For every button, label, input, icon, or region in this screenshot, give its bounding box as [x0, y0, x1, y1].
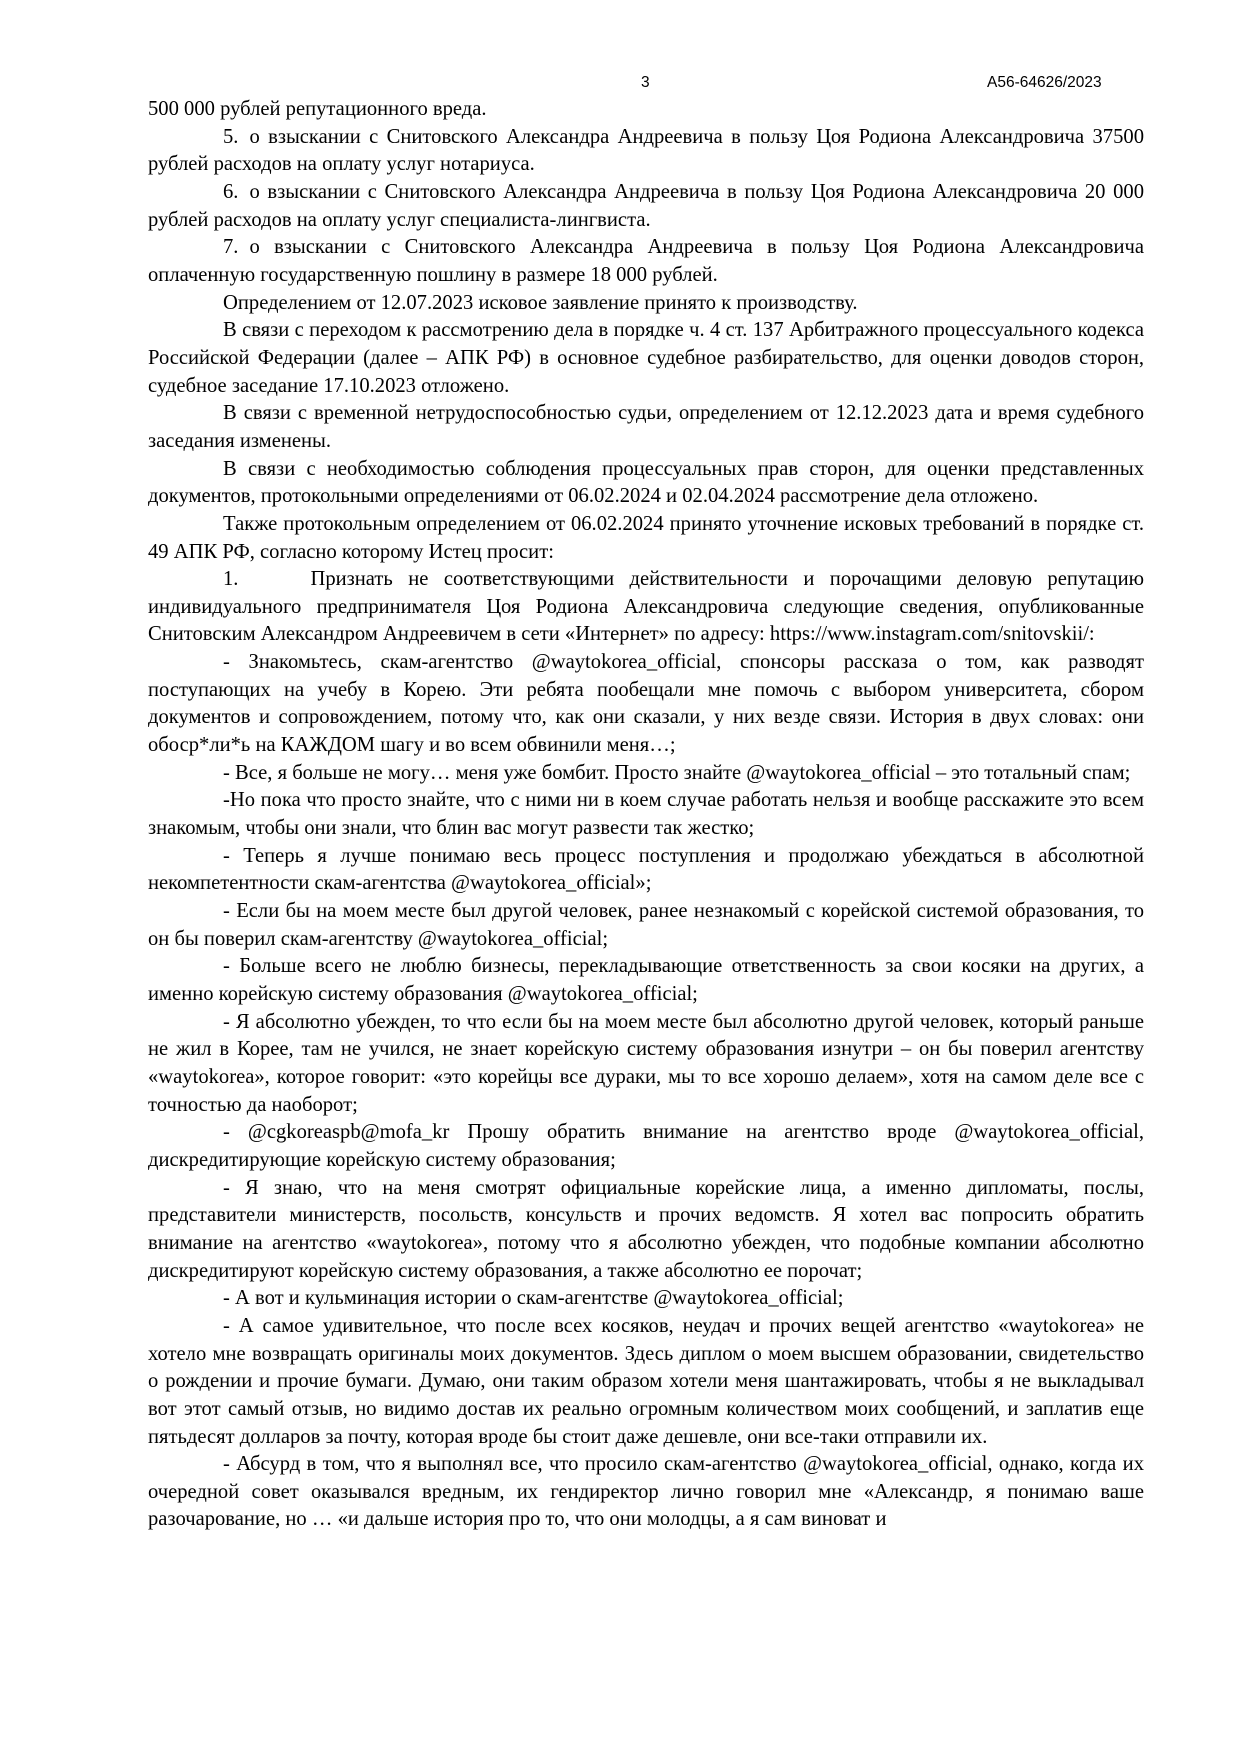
item-number: 6.	[223, 180, 239, 203]
paragraph-text: -Но пока что просто знайте, что с ними ни в коем случае работать нельзя и вообще расскажите это всем знакомым, чтобы они знали, что блин вас могут развести так жестко;	[148, 789, 1144, 840]
quote-paragraph	[148, 760, 1144, 788]
paragraph-text: о взыскании с Снитовского Александра Андреевича в пользу Цоя Родиона Александровича 20 000 рублей расходов на оплату услуг специалиста-лингвиста.	[148, 180, 1144, 231]
paragraph-text: - Абсурд в том, что я выполнял все, что просило скам-агентство @waytokorea_official, однако, когда их очередной совет оказывался вредным, их гендиректор лично говорил мне «Александр, я понимаю ваше разочарование, но … «и дальше история про то, что они молодцы, а я сам виноват и	[148, 1453, 1144, 1531]
paragraph-text: о взыскании с Снитовского Александра Андреевича в пользу Цоя Родиона Александровича оплаченную государственную пошлину в размере 18 000 рублей.	[148, 236, 1144, 286]
numbered-paragraph	[148, 566, 1144, 649]
paragraph-text: - Если бы на моем месте был другой человек, ранее незнакомый с корейской системой образования, то он бы поверил скам-агентству @waytokorea_official;	[148, 900, 1144, 950]
numbered-paragraph	[148, 124, 1144, 179]
paragraph	[148, 456, 1144, 511]
paragraph	[148, 511, 1144, 566]
page-number: 3	[641, 74, 650, 91]
paragraph-text: - А самое удивительное, что после всех косяков, неудач и прочих вещей агентство «waytokorea» не хотело мне возвращать оригиналы моих документов. Здесь диплом о моем высшем образовании, свидетельство о рождении и прочие бумаги. Думаю, они таким образом хотели меня шантажировать, чтобы я не выкладывал вот этот самый отзыв, но видимо достав их реально огромным количеством моих сообщений, и заплатив еще пятьдесят долларов за почту, которая вроде бы стоит даже дешевле, они все-таки отправили их.	[148, 1314, 1144, 1448]
paragraph	[148, 400, 1144, 455]
item-number: 5.	[223, 125, 239, 148]
paragraph-text: В связи с переходом к рассмотрению дела в порядке ч. 4 ст. 137 Арбитражного процессуального кодекса Российской Федерации (далее – АПК РФ) в основное судебное разбирательство, для оценки доводов сторон, судебное заседание 17.10.2023 отложено.	[148, 319, 1144, 397]
paragraph-text: - Я знаю, что на меня смотрят официальные корейские лица, а именно дипломаты, послы, представители министерств, посольств, консульств и прочих ведомств. Я хотел вас попросить обратить внимание на агентство «waytokorea», потому что я абсолютно убежден, что подобные компании абсолютно дискредитируют корейскую систему образования, а также абсолютно ее порочат;	[148, 1176, 1144, 1282]
paragraph-text: - @cgkoreaspb@mofa_kr Прошу обратить внимание на агентство вроде @waytokorea_official, дискредитирующие корейскую систему образования;	[148, 1121, 1144, 1171]
paragraph-text: - Больше всего не люблю бизнесы, перекладывающие ответственность за свои косяки на других, а именно корейскую систему образования @waytokorea_official;	[148, 955, 1144, 1005]
quote-paragraph	[148, 649, 1144, 760]
quote-paragraph	[148, 1175, 1144, 1286]
paragraph-text: В связи с временной нетрудоспособностью судьи, определением от 12.12.2023 дата и время судебного заседания изменены.	[148, 402, 1144, 452]
paragraph-text: - Я абсолютно убежден, то что если бы на моем месте был абсолютно другой человек, который раньше не жил в Корее, там не учился, не знает корейскую систему образования изнутри – он бы поверил агентству «waytokorea», которое говорит: «это корейцы все дураки, мы то все хорошо делаем», хотя на самом деле все с точностью да наоборот;	[148, 1010, 1144, 1116]
document-body	[148, 96, 1144, 1534]
paragraph-text: о взыскании с Снитовского Александра Андреевича в пользу Цоя Родиона Александровича 37500 рублей расходов на оплату услуг нотариуса.	[148, 125, 1144, 176]
paragraph-text: - Знакомьтесь, скам-агентство @waytokorea_official, спонсоры рассказа о том, как разводят поступающих на учебу в Корею. Эти ребята пообещали мне помочь с выбором университета, сбором документов и сопровождением, потому что, как они сказали, у них везде связи. История в двух словах: они обоср*ли*ь на КАЖДОМ шагу и во всем обвинили меня…;	[148, 651, 1144, 757]
paragraph-text: В связи с необходимостью соблюдения процессуальных прав сторон, для оценки представленных документов, протокольными определениями от 06.02.2024 и 02.04.2024 рассмотрение дела отложено.	[148, 457, 1144, 508]
numbered-paragraph	[148, 179, 1144, 234]
paragraph-text: Признать не соответствующими действительности и порочащими деловую репутацию индивидуального предпринимателя Цоя Родиона Александровича следующие сведения, опубликованные Снитовским Александром Андреевичем в сети «Интернет» по адресу: https://www.instagram.com/snitovskii/:	[148, 568, 1144, 646]
quote-paragraph	[148, 787, 1144, 842]
quote-paragraph	[148, 898, 1144, 953]
paragraph	[148, 96, 1144, 124]
item-number: 1.	[223, 568, 239, 591]
case-number: А56-64626/2023	[987, 74, 1102, 91]
quote-paragraph	[148, 1451, 1144, 1534]
paragraph-text: Определением от 12.07.2023 исковое заявление принято к производству.	[223, 291, 858, 314]
paragraph-text: Также протокольным определением от 06.02.2024 принято уточнение исковых требований в порядке ст. 49 АПК РФ, согласно которому Истец просит:	[148, 512, 1144, 563]
paragraph-text: 500 000 рублей репутационного вреда.	[148, 98, 487, 120]
paragraph-text: - Теперь я лучше понимаю весь процесс поступления и продолжаю убеждаться в абсолютной некомпетентности скам-агентства @waytokorea_official»;	[148, 844, 1144, 895]
numbered-paragraph	[148, 234, 1144, 289]
quote-paragraph	[148, 953, 1144, 1008]
item-number: 7.	[223, 236, 239, 259]
quote-paragraph	[148, 1119, 1144, 1174]
paragraph	[148, 317, 1144, 400]
quote-paragraph	[148, 1285, 1144, 1313]
quote-paragraph	[148, 1313, 1144, 1451]
paragraph	[148, 290, 1144, 318]
paragraph-text: - Все, я больше не могу… меня уже бомбит. Просто знайте @waytokorea_official – это тотальный спам;	[223, 761, 1131, 784]
quote-paragraph	[148, 1009, 1144, 1120]
paragraph-text: - А вот и кульминация истории о скам-агентстве @waytokorea_official;	[223, 1287, 844, 1310]
quote-paragraph	[148, 843, 1144, 898]
